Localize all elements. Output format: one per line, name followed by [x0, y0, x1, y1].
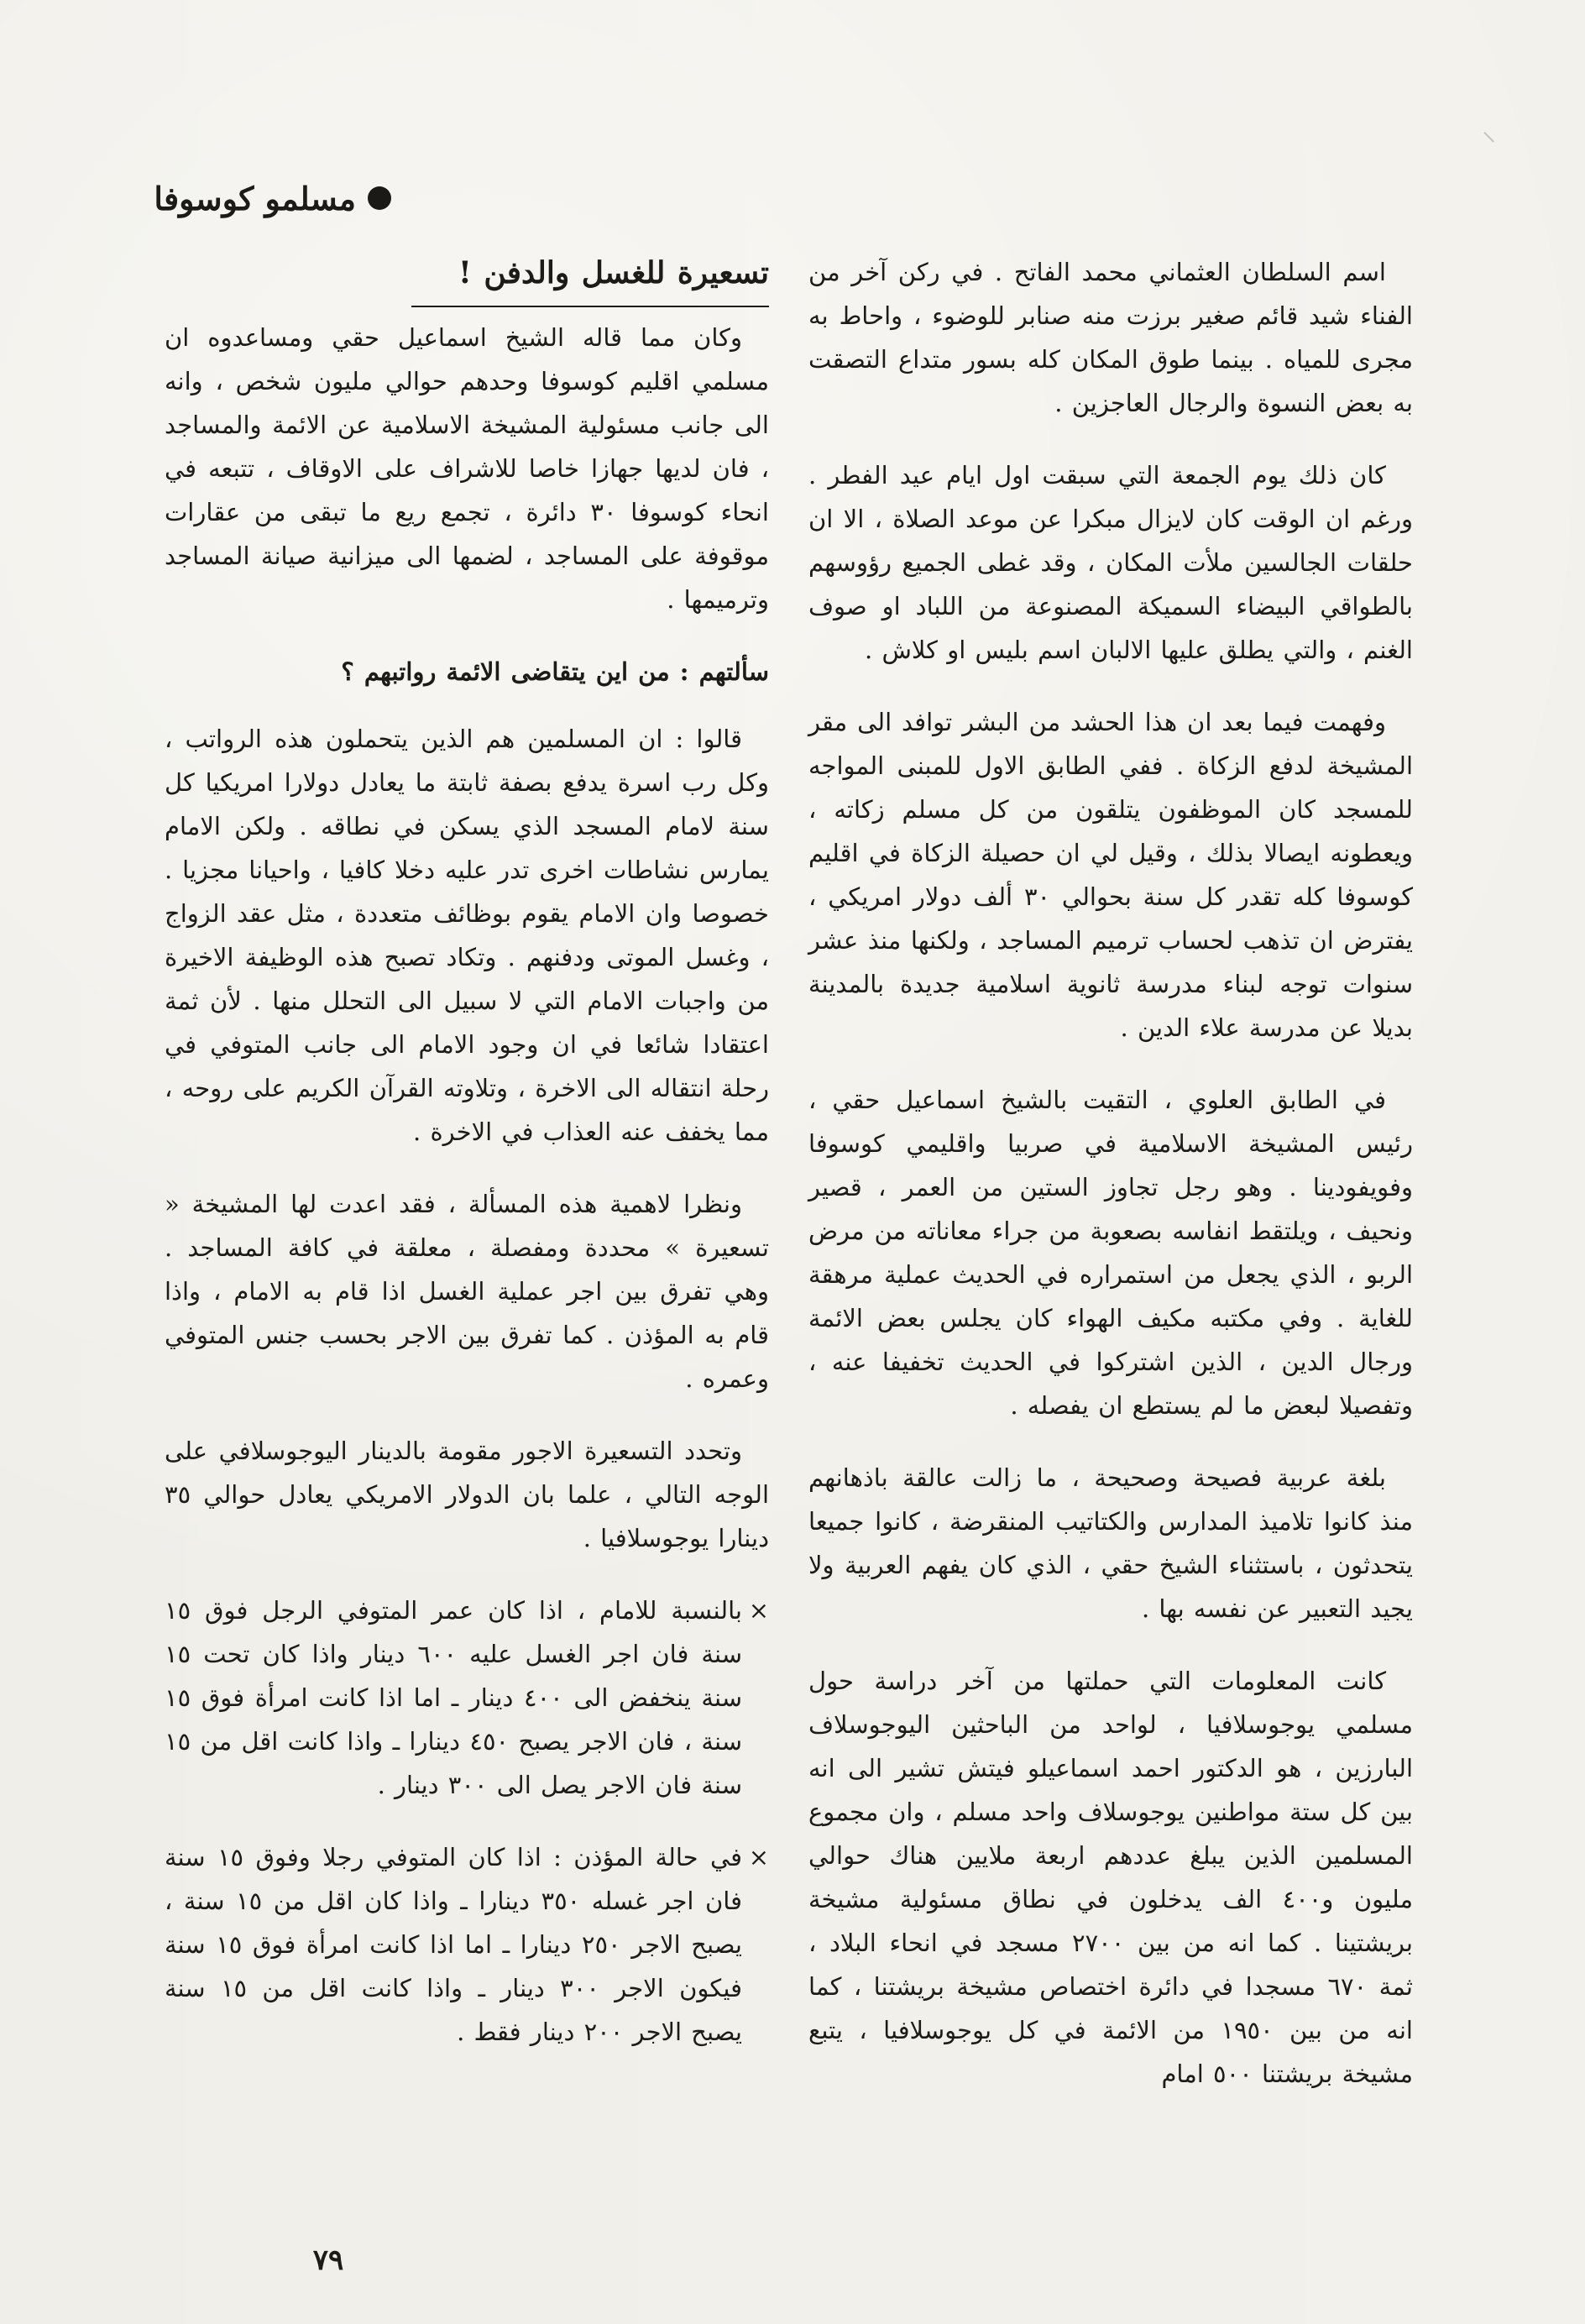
bullet-icon — [368, 186, 391, 210]
paragraph: كانت المعلومات التي حملتها من آخر دراسة حول مسلمي يوجوسلافيا ، لواحد من الباحثين اليوجوسلاف البارزين ، هو الدكتور احمد اسماعيلو فيتش تشير الى انه بين كل ستة مواطنين يوجوسلاف واحد مسلم ، وان مجموع المسلمين الذين يبلغ عددهم اربعة ملايين هناك حوالي مليون و٤٠٠ الف يدخلون في نطاق مسئولية مشيخة بريشتينا . كما انه من بين ٢٧٠٠ مسجد في انحاء البلاد ، ثمة ٦٧٠ مسجدا في دائرة اختصاص مشيخة بريشتنا ، كما انه من بين ١٩٥٠ من الائمة في كل يوجوسلافيا ، يتبع مشيخة بريشتنا ٥٠٠ امام — [808, 1667, 1414, 2088]
paragraph: بلغة عربية فصيحة وصحيحة ، ما زالت عالقة باذهانهم منذ كانوا تلاميذ المدارس والكتاتيب المنقرضة ، كانوا جميعا يتحدثون ، باستثناء الشيخ حقي ، الذي كان يفهم العربية ولا يجيد التعبير عن نفسه بها . — [808, 1463, 1413, 1623]
bullet-x-icon: × — [748, 1843, 769, 1871]
paragraph: وكان مما قاله الشيخ اسماعيل حقي ومساعدوه ان مسلمي اقليم كوسوفا وحدهم حوالي مليون شخص ، وانه الى جانب مسئولية المشيخة الاسلامية عن الائمة والمساجد ، فان لديها جهازا خاصا للاشراف على الاوقاف ، تتبعه في انحاء كوسوفا ٣٠ دائرة ، تجمع ريع ما تبقى من عقارات موقوفة على المساجد ، لضمها الى ميزانية صيانة المساجد وترميمها . — [165, 323, 769, 614]
paragraph: في الطابق العلوي ، التقيت بالشيخ اسماعيل حقي ، رئيس المشيخة الاسلامية في صربيا واقليمي كوسوفا وفويفودينا . وهو رجل تجاوز الستين من العمر ، قصير ونحيف ، ويلتقط انفاسه بصعوبة من جراء معاناته من مرض الربو ، الذي يجعل من استمراره في الحديث عملية مرهقة للغاية . وفي مكتبه مكيف الهواء كان يجلس بعض الائمة ورجال الدين ، الذين اشتركوا في الحديث تخفيفا عنه ، وتفصيلا لبعض ما لم يستطع ان يفصله . — [808, 1086, 1413, 1420]
paragraph: وتحدد التسعيرة الاجور مقومة بالدينار اليوجوسلافي على الوجه التالي ، علما بان الدولار الامريكي يعادل حوالي ٣٥ دينارا يوجوسلافيا . — [165, 1437, 769, 1552]
left-column — [165, 250, 769, 2277]
page-mark — [1474, 132, 1494, 152]
paragraph: قالوا : ان المسلمين هم الذين يتحملون هذه الرواتب ، وكل رب اسرة يدفع بصفة ثابتة ما يعادل دولارا امريكيا كل سنة لامام المسجد الذي يسكن في نطاقه . ولكن الامام يمارس نشاطات اخرى تدر عليه دخلا كافيا ، واحيانا مجزيا . خصوصا وان الامام يقوم بوظائف متعددة ، مثل عقد الزواج ، وغسل الموتى ودفنهم . وتكاد تصبح هذه الوظيفة الاخيرة من واجبات الامام التي لا سبيل الى التحلل منها . لأن ثمة اعتقادا شائعا في ان وجود الامام الى جانب المتوفي في رحلة انتقاله الى الاخرة ، وتلاوته القرآن الكريم على روحه ، مما يخفف عنه العذاب في الاخرة . — [165, 725, 769, 1146]
section-header — [154, 176, 391, 220]
fee-item — [165, 1589, 769, 1807]
paragraph: ونظرا لاهمية هذه المسألة ، فقد اعدت لها المشيخة « تسعيرة » محددة ومفصلة ، معلقة في كافة المساجد . وهي تفرق بين اجر عملية الغسل اذا قام به الامام ، واذا قام به المؤذن . كما تفرق بين الاجر بحسب جنس المتوفي وعمره . — [165, 1190, 769, 1393]
paragraph: كان ذلك يوم الجمعة التي سبقت اول ايام عيد الفطر . ورغم ان الوقت كان لايزال مبكرا عن موعد الصلاة ، الا ان حلقات الجالسين ملأت المكان ، وقد غطى الجميع رؤوسهم بالطواقي البيضاء السميكة المصنوعة من اللباد او صوف الغنم ، والتي يطلق عليها الالبان اسم بليس او كلاش . — [808, 461, 1413, 664]
fee-item-text: في حالة المؤذن : اذا كان المتوفي رجلا وفوق ١٥ سنة فان اجر غسله ٣٥٠ دينارا ـ واذا كان اقل من ١٥ سنة ، يصبح الاجر ٢٥٠ دينارا ـ اما اذا كانت امرأة فوق ١٥ سنة فيكون الاجر ٣٠٠ دينار ـ واذا كانت اقل من ١٥ سنة يصبح الاجر ٢٠٠ دينار فقط . — [165, 1843, 742, 2046]
fee-item-text: بالنسبة للامام ، اذا كان عمر المتوفي الرجل فوق ١٥ سنة فان اجر الغسل عليه ٦٠٠ دينار واذا كان تحت ١٥ سنة ينخفض الى ٤٠٠ دينار ـ اما اذا كانت امرأة فوق ١٥ سنة ، فان الاجر يصبح ٤٥٠ دينارا ـ واذا كانت اقل من ١٥ سنة فان الاجر يصل الى ٣٠٠ دينار . — [165, 1596, 743, 1799]
paragraph: اسم السلطان العثماني محمد الفاتح . في ركن آخر من الفناء شيد قائم صغير برزت منه صنابر للوضوء ، واحاط به مجرى للمياه . بينما طوق المكان كله بسور متداع التصقت به بعض النسوة والرجال العاجزين . — [808, 258, 1413, 417]
bullet-x-icon: × — [748, 1596, 769, 1625]
right-column — [808, 250, 1413, 2274]
question-text: سألتهم : من اين يتقاضى الائمة رواتبهم ؟ — [341, 657, 769, 686]
paragraph: وفهمت فيما بعد ان هذا الحشد من البشر توافد الى مقر المشيخة لدفع الزكاة . ففي الطابق الاول للمبنى المواجه للمسجد كان الموظفون يتلقون من كل مسلم زكاته ، ويعطونه ايصالا بذلك ، وقيل لي ان حصيلة الزكاة في اقليم كوسوفا كله تقدر كل سنة بحوالي ٣٠ ألف دولار امريكي ، يفترض ان تذهب لحساب ترميم المساجد ، ولكنها منذ عشر سنوات توجه لبناء مدرسة ثانوية اسلامية جديدة بالمدينة بديلا عن مدرسة علاء الدين . — [808, 708, 1413, 1042]
article-subheading: تسعيرة للغسل والدفن ! — [165, 250, 769, 307]
section-title: مسلمو كوسوفا — [154, 179, 356, 217]
page-number: ٧٩ — [312, 2243, 344, 2277]
fee-item — [165, 1835, 769, 2054]
